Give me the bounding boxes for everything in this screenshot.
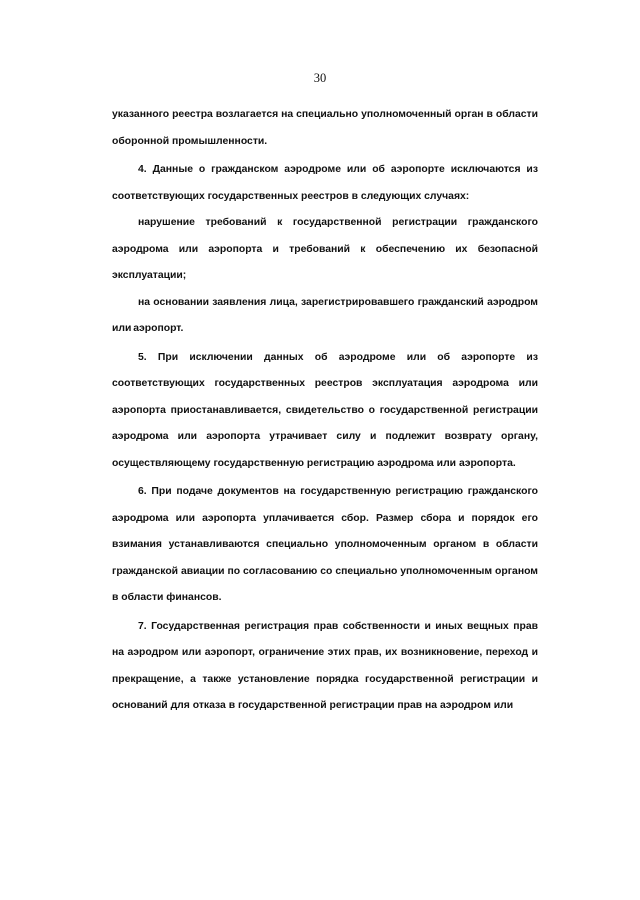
paragraph-item-7: 7. Государственная регистрация прав собственности и иных вещных прав на аэродром или аэропорт, ограничение этих прав, их возникновение, переход и прекращение, а также установление порядка государственной регистрации и оснований для отказа в государственной регистрации прав на аэродром или (112, 620, 538, 711)
paragraph-continuation: указанного реестра возлагается на специально уполномоченный орган в области оборонной промышленности. (112, 109, 538, 147)
paragraph-item-6: 6. При подаче документов на государственную регистрацию гражданского аэродрома или аэропорта уплачивается сбор. Размер сбора и порядок его взимания устанавливаются специально уполномоченным органом в области гражданской авиации по согласованию со специально уполномоченным органом в области финансов. (112, 486, 538, 603)
paragraph-case-application: на основании заявления лица, зарегистрировавшего гражданский аэродром или аэропорт. (112, 296, 538, 334)
document-body (112, 102, 538, 720)
page-number: 30 (313, 71, 327, 85)
paragraph-item-4: 4. Данные о гражданском аэродроме или об аэропорте исключаются из соответствующих государственных реестров в следующих случаях: (112, 164, 538, 202)
paragraph-case-violation: нарушение требований к государственной регистрации гражданского аэродрома или аэропорта и требований к обеспечению их безопасной эксплуатации; (112, 217, 538, 281)
paragraph-item-5: 5. При исключении данных об аэродроме или об аэропорте из соответствующих государственных реестров эксплуатация аэродрома или аэропорта приостанавливается, свидетельство о государственной регистрации аэродрома или аэропорта утрачивает силу и подлежит возврату органу, осуществляющему государственную регистрацию аэродрома или аэропорта. (112, 351, 538, 469)
